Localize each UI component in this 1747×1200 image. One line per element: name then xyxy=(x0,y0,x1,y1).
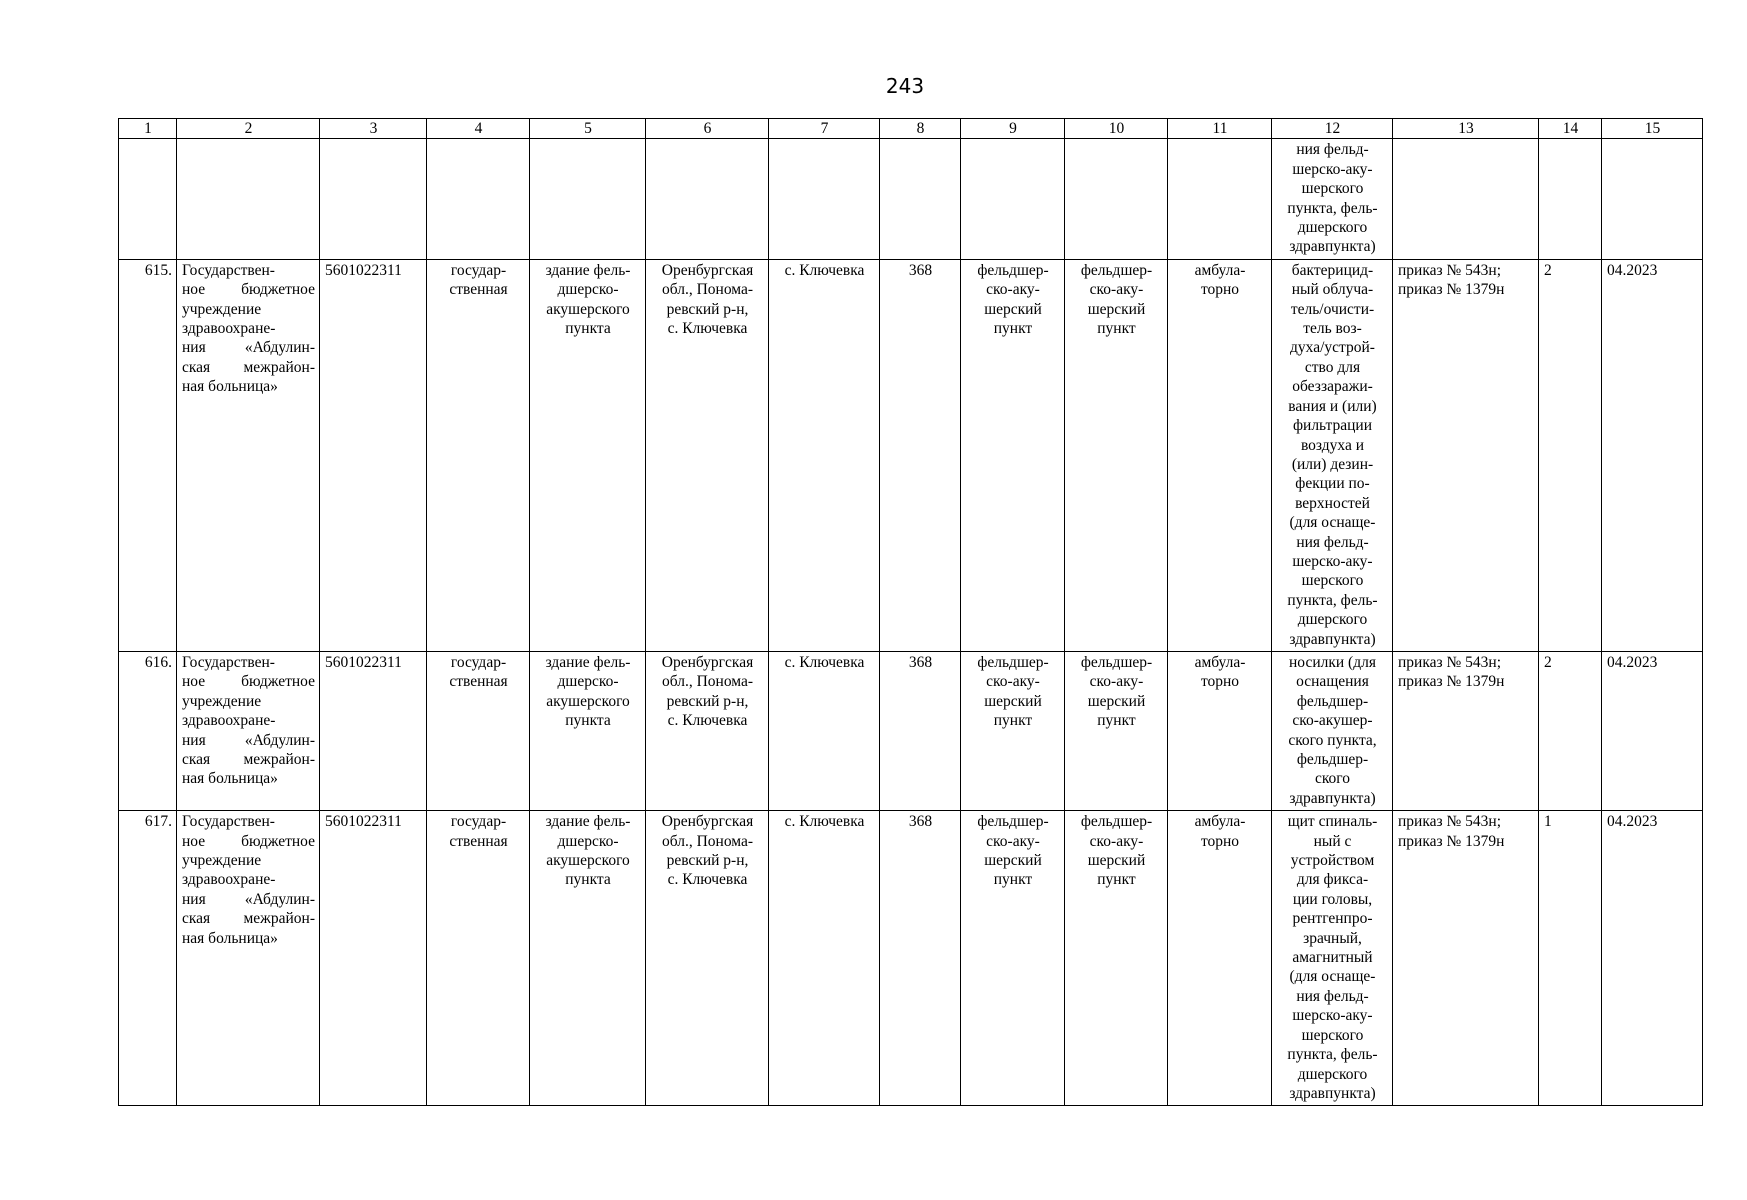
ownership-cell-line: государ- xyxy=(450,813,507,831)
equipment-item-cell-line: воздуха и xyxy=(1300,436,1365,454)
equipment-item-cell-line: (или) дезин- xyxy=(1291,455,1374,473)
equipment-item-cell-line: вания и (или) xyxy=(1288,397,1377,415)
equipment-item-cell-line: шерского xyxy=(1301,1026,1364,1044)
subunit-cell-line: ско-аку- xyxy=(1089,673,1144,691)
order-cell-line: приказ № 1379н xyxy=(1398,281,1505,299)
empty-cell xyxy=(1065,139,1168,259)
column-header: 4 xyxy=(427,119,530,139)
equipment-item-cell-line: носилки (для xyxy=(1289,653,1376,671)
building-cell xyxy=(530,259,646,651)
care-type-cell-line: амбула- xyxy=(1194,653,1246,671)
address-cell-line: с. Ключевка xyxy=(667,320,748,338)
equipment-item-cell-line: бактерицид- xyxy=(1291,261,1374,279)
inn-cell: 5601022311 xyxy=(320,811,427,1106)
column-header: 9 xyxy=(961,119,1065,139)
organization-cell-line: здравоохране- xyxy=(182,320,276,338)
empty-cell xyxy=(177,139,320,259)
subunit-cell-line: фельдшер- xyxy=(1080,653,1153,671)
organization-cell-line: ская межрайон- xyxy=(182,751,315,768)
address-cell xyxy=(646,811,769,1106)
organization-cell-line: учреждение xyxy=(182,300,262,318)
building-cell-line: пункта xyxy=(565,320,611,338)
address-cell-line: ревский р-н, xyxy=(666,852,749,870)
organization-cell xyxy=(177,811,320,1106)
subunit-cell-line: пункт xyxy=(1097,320,1136,338)
building-cell-line: дшерско- xyxy=(557,281,619,299)
order-cell xyxy=(1393,651,1539,810)
equipment-item-cell-line: тель/очисти- xyxy=(1290,300,1375,318)
address-cell-line: ревский р-н, xyxy=(666,692,749,710)
building-cell xyxy=(530,811,646,1106)
equipment-item-cell xyxy=(1272,651,1393,810)
address-cell-line: обл., Понома- xyxy=(661,281,754,299)
equipment-item-cell-line: ния фельд- xyxy=(1296,987,1369,1005)
unit-cell-line: фельдшер- xyxy=(977,261,1049,279)
equipment-item-cell-line: фекции по- xyxy=(1295,475,1370,493)
address-cell-line: обл., Понома- xyxy=(661,832,754,850)
ownership-cell xyxy=(427,651,530,810)
date-cell: 04.2023 xyxy=(1602,259,1703,651)
unit-cell-line: ско-аку- xyxy=(986,832,1040,850)
order-cell xyxy=(1393,811,1539,1106)
unit-cell-line: пункт xyxy=(993,320,1033,338)
equipment-item-cell-line: (для оснаще- xyxy=(1289,514,1376,532)
quantity-cell: 2 xyxy=(1539,259,1602,651)
unit-cell-line: пункт xyxy=(993,712,1033,730)
unit-cell-line: шерский xyxy=(984,852,1042,870)
column-header: 12 xyxy=(1272,119,1393,139)
subunit-cell-line: шерский xyxy=(1087,692,1146,710)
care-type-cell-line: амбула- xyxy=(1194,813,1246,831)
equipment-item-cell-line: ный облуча- xyxy=(1291,281,1374,299)
subunit-cell-line: шерский xyxy=(1087,300,1146,318)
address-cell-line: ревский р-н, xyxy=(666,300,749,318)
equipment-item-cell-line: фильтрации xyxy=(1292,417,1373,435)
organization-cell-line: здравоохране- xyxy=(182,712,276,730)
equipment-item-cell-line: ный с xyxy=(1313,832,1352,850)
equipment-item-cell xyxy=(1272,139,1393,259)
unit-cell-line: ско-аку- xyxy=(986,281,1040,299)
subunit-cell-line: фельдшер- xyxy=(1080,261,1153,279)
row-number-cell: 616. xyxy=(119,651,177,810)
empty-cell xyxy=(769,139,880,259)
building-cell-line: акушерского xyxy=(546,300,630,318)
unit-cell-line: фельдшер- xyxy=(977,813,1049,831)
order-cell-line: приказ № 1379н xyxy=(1398,673,1505,691)
equipment-item-cell-line: здравпункта) xyxy=(1289,238,1376,256)
row-number-cell: 617. xyxy=(119,811,177,1106)
building-cell-line: акушерского xyxy=(546,692,630,710)
subunit-cell xyxy=(1065,651,1168,810)
equipment-item-cell-line: дшерского xyxy=(1297,219,1368,237)
equipment-item-cell-line: фельдшер- xyxy=(1296,751,1369,768)
organization-cell-line: ная больница» xyxy=(182,378,278,396)
table-row xyxy=(119,651,1703,810)
header-row xyxy=(119,119,1703,139)
empty-cell xyxy=(530,139,646,259)
subunit-cell-line: ско-аку- xyxy=(1089,281,1144,299)
empty-cell xyxy=(119,139,177,259)
quantity-cell: 2 xyxy=(1539,651,1602,810)
equipment-item-cell-line: шерско-аку- xyxy=(1292,1007,1373,1025)
order-cell-line: приказ № 543н; xyxy=(1398,653,1502,671)
organization-cell xyxy=(177,651,320,810)
building-cell-line: здание фель- xyxy=(545,813,631,831)
row-number-cell: 615. xyxy=(119,259,177,651)
code-cell: 368 xyxy=(880,259,961,651)
equipment-item-cell-line: ния фельд- xyxy=(1296,141,1369,159)
unit-cell-line: шерский xyxy=(984,300,1042,318)
organization-cell-line: учреждение xyxy=(182,852,262,870)
equipment-item-cell-line: обеззаражи- xyxy=(1292,378,1373,396)
locality-cell: с. Ключевка xyxy=(769,651,880,810)
equipment-item-cell-line: шерско-аку- xyxy=(1292,160,1373,178)
equipment-item-cell-line: ского пункта, xyxy=(1288,731,1377,749)
ownership-cell-line: ственная xyxy=(449,832,508,850)
ownership-cell-line: ственная xyxy=(449,673,508,691)
column-header: 10 xyxy=(1065,119,1168,139)
order-cell xyxy=(1393,259,1539,651)
equipment-table xyxy=(118,118,1703,1106)
empty-cell xyxy=(1602,139,1703,259)
table-row xyxy=(119,139,1703,259)
equipment-item-cell xyxy=(1272,811,1393,1106)
subunit-cell xyxy=(1065,811,1168,1106)
organization-cell-line: ния «Абдулин- xyxy=(182,339,315,357)
equipment-item-cell-line: духа/устрой- xyxy=(1290,339,1375,357)
equipment-item-cell-line: рентгенпро- xyxy=(1292,910,1373,928)
empty-cell xyxy=(1539,139,1602,259)
date-cell: 04.2023 xyxy=(1602,811,1703,1106)
subunit-cell-line: фельдшер- xyxy=(1080,813,1153,831)
equipment-item-cell-line: шерского xyxy=(1301,572,1364,590)
unit-cell xyxy=(961,259,1065,651)
care-type-cell-line: торно xyxy=(1200,832,1240,850)
column-header: 7 xyxy=(769,119,880,139)
building-cell-line: акушерского xyxy=(546,852,630,870)
subunit-cell xyxy=(1065,259,1168,651)
subunit-cell-line: пункт xyxy=(1097,712,1136,730)
column-header: 15 xyxy=(1602,119,1703,139)
equipment-item-cell-line: ции головы, xyxy=(1292,890,1373,908)
equipment-item-cell-line: для фикса- xyxy=(1296,871,1369,889)
care-type-cell-line: торно xyxy=(1200,673,1240,691)
ownership-cell xyxy=(427,259,530,651)
empty-cell xyxy=(320,139,427,259)
ownership-cell-line: государ- xyxy=(450,261,507,279)
organization-cell xyxy=(177,259,320,651)
organization-cell-line: учреждение xyxy=(182,692,262,710)
equipment-item-cell-line: ство для xyxy=(1304,358,1361,376)
address-cell xyxy=(646,651,769,810)
organization-cell-line: ния «Абдулин- xyxy=(182,731,315,749)
address-cell-line: Оренбургская xyxy=(661,653,754,671)
unit-cell-line: фельдшер- xyxy=(977,653,1049,671)
equipment-item-cell-line: верхностей xyxy=(1295,494,1370,512)
locality-cell: с. Ключевка xyxy=(769,259,880,651)
column-header: 14 xyxy=(1539,119,1602,139)
equipment-item-cell-line: пункта, фель- xyxy=(1287,591,1378,609)
care-type-cell xyxy=(1168,651,1272,810)
equipment-item-cell-line: устройством xyxy=(1290,852,1375,870)
column-header: 5 xyxy=(530,119,646,139)
code-cell: 368 xyxy=(880,651,961,810)
building-cell-line: пункта xyxy=(565,871,611,889)
organization-cell-line: ное бюджетное xyxy=(182,281,315,299)
equipment-item-cell-line: здравпункта) xyxy=(1289,1084,1376,1102)
empty-cell xyxy=(646,139,769,259)
address-cell-line: с. Ключевка xyxy=(667,871,748,889)
building-cell-line: пункта xyxy=(565,712,611,730)
building-cell-line: здание фель- xyxy=(545,653,631,671)
equipment-item-cell-line: зрачный, xyxy=(1303,929,1362,947)
column-header: 6 xyxy=(646,119,769,139)
empty-cell xyxy=(961,139,1065,259)
address-cell xyxy=(646,259,769,651)
column-header: 13 xyxy=(1393,119,1539,139)
organization-cell-line: здравоохране- xyxy=(182,871,276,889)
unit-cell-line: пункт xyxy=(993,871,1033,889)
organization-cell-line: Государствен- xyxy=(182,653,275,671)
order-cell-line: приказ № 543н; xyxy=(1398,813,1502,831)
building-cell-line: здание фель- xyxy=(545,261,631,279)
quantity-cell: 1 xyxy=(1539,811,1602,1106)
care-type-cell-line: амбула- xyxy=(1194,261,1246,279)
equipment-item-cell-line: щит спиналь- xyxy=(1287,813,1378,831)
equipment-item-cell-line: (для оснаще- xyxy=(1289,968,1376,986)
unit-cell-line: ско-аку- xyxy=(986,673,1040,691)
equipment-item-cell-line: оснащения xyxy=(1296,673,1369,691)
code-cell: 368 xyxy=(880,811,961,1106)
equipment-item-cell-line: амагнитный xyxy=(1292,949,1373,967)
organization-cell-line: ская межрайон- xyxy=(182,358,315,376)
building-cell-line: дшерско- xyxy=(557,673,619,691)
table-row xyxy=(119,259,1703,651)
care-type-cell xyxy=(1168,811,1272,1106)
address-cell-line: Оренбургская xyxy=(661,261,754,279)
unit-cell xyxy=(961,811,1065,1106)
empty-cell xyxy=(427,139,530,259)
empty-cell xyxy=(1168,139,1272,259)
equipment-item-cell-line: фельдшер- xyxy=(1296,692,1369,710)
organization-cell-line: ное бюджетное xyxy=(182,673,315,691)
organization-cell-line: ния «Абдулин- xyxy=(182,890,315,908)
column-header: 1 xyxy=(119,119,177,139)
organization-cell-line: ная больница» xyxy=(182,770,278,788)
empty-cell xyxy=(1393,139,1539,259)
unit-cell xyxy=(961,651,1065,810)
table-row xyxy=(119,811,1703,1106)
equipment-item-cell-line: ния фельд- xyxy=(1296,533,1369,551)
empty-cell xyxy=(880,139,961,259)
equipment-item-cell-line: дшерского xyxy=(1297,611,1368,629)
organization-cell-line: Государствен- xyxy=(182,261,275,279)
page-number: 243 xyxy=(885,74,925,98)
organization-cell-line: ская межрайон- xyxy=(182,910,315,928)
ownership-cell-line: ственная xyxy=(449,281,508,299)
equipment-item-cell-line: ско-акушер- xyxy=(1292,712,1373,730)
equipment-item-cell-line: здравпункта) xyxy=(1289,789,1376,807)
ownership-cell xyxy=(427,811,530,1106)
subunit-cell-line: пункт xyxy=(1097,871,1136,889)
building-cell xyxy=(530,651,646,810)
equipment-item-cell-line: пункта, фель- xyxy=(1287,1046,1378,1064)
order-cell-line: приказ № 1379н xyxy=(1398,832,1505,850)
unit-cell-line: шерский xyxy=(984,692,1042,710)
organization-cell-line: ное бюджетное xyxy=(182,832,315,850)
inn-cell: 5601022311 xyxy=(320,259,427,651)
order-cell-line: приказ № 543н; xyxy=(1398,261,1502,279)
equipment-item-cell-line: пункта, фель- xyxy=(1287,199,1378,217)
equipment-item-cell-line: тель воз- xyxy=(1303,320,1362,338)
locality-cell: с. Ключевка xyxy=(769,811,880,1106)
care-type-cell-line: торно xyxy=(1200,281,1240,299)
address-cell-line: обл., Понома- xyxy=(661,673,754,691)
equipment-item-cell xyxy=(1272,259,1393,651)
address-cell-line: с. Ключевка xyxy=(667,712,748,730)
equipment-item-cell-line: шерского xyxy=(1301,180,1364,198)
ownership-cell-line: государ- xyxy=(450,653,507,671)
date-cell: 04.2023 xyxy=(1602,651,1703,810)
care-type-cell xyxy=(1168,259,1272,651)
equipment-item-cell-line: ского xyxy=(1314,770,1351,788)
column-header: 8 xyxy=(880,119,961,139)
address-cell-line: Оренбургская xyxy=(661,813,754,831)
inn-cell: 5601022311 xyxy=(320,651,427,810)
column-header: 11 xyxy=(1168,119,1272,139)
organization-cell-line: ная больница» xyxy=(182,929,278,947)
equipment-item-cell-line: дшерского xyxy=(1297,1065,1368,1083)
table-body xyxy=(119,119,1703,1106)
organization-cell-line: Государствен- xyxy=(182,813,275,831)
column-header: 3 xyxy=(320,119,427,139)
subunit-cell-line: ско-аку- xyxy=(1089,832,1144,850)
equipment-item-cell-line: здравпункта) xyxy=(1289,630,1376,648)
building-cell-line: дшерско- xyxy=(557,832,619,850)
equipment-item-cell-line: шерско-аку- xyxy=(1292,552,1373,570)
subunit-cell-line: шерский xyxy=(1087,852,1146,870)
column-header: 2 xyxy=(177,119,320,139)
